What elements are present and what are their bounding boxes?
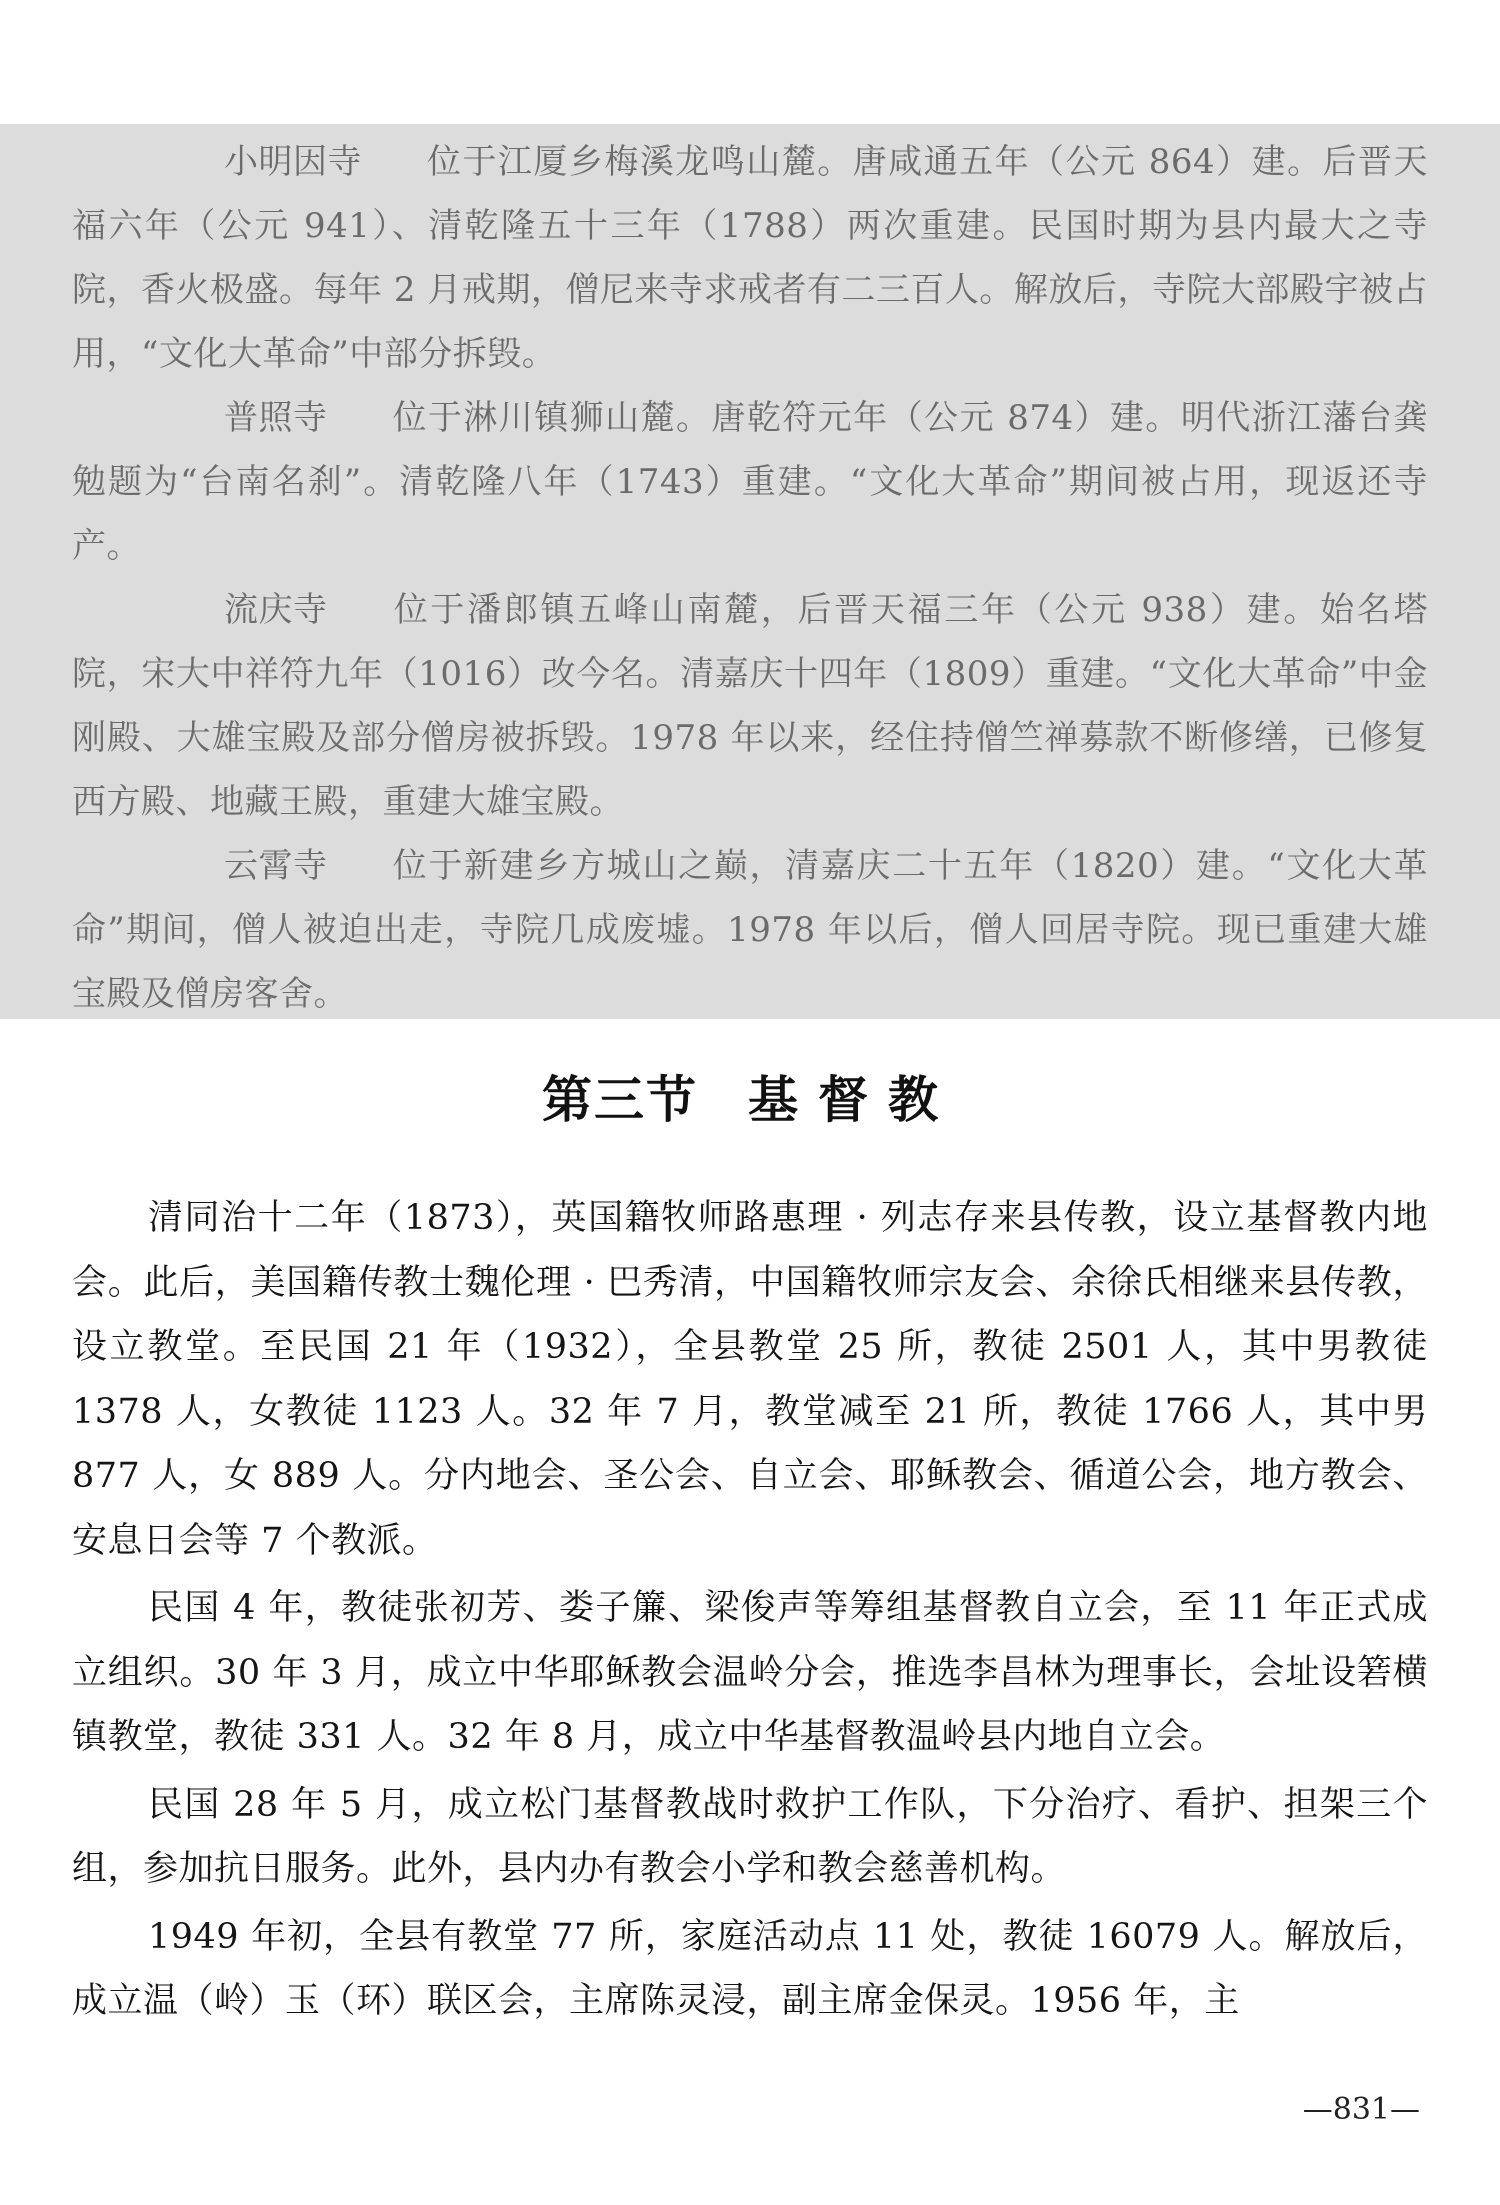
temple-name: 普照寺 [224,398,328,438]
temple-name: 小明因寺 [224,142,362,182]
body-paragraph: 清同治十二年（1873），英国籍牧师路惠理 · 列志存来县传教，设立基督教内地会。此后，美国籍传教士魏伦理 · 巴秀清，中国籍牧师宗友会、余徐氏相继来县传教，设立教堂。至民国 21 年（1932），全县教堂 25 所，教徒 2501 人，其中男教徒 1378 人，女教徒 1123 人。32 年 7 月，教堂减至 21 所，教徒 1766 人，其中男 877 人，女 889 人。分内地会、圣公会、自立会、耶稣教会、循道公会，地方教会、安息日会等 7 个教派。 [72,1198,1428,1561]
temple-entries [72,130,1428,1026]
temple-description: 位于潘郎镇五峰山南麓，后晋天福三年（公元 938）建。始名塔院，宋大中祥符九年（1016）改今名。清嘉庆十四年（1809）重建。“文化大革命”中金刚殿、大雄宝殿及部分僧房被拆毁。1978 年以来，经住持僧竺禅募款不断修缮，已修复西方殿、地藏王殿，重建大雄宝殿。 [72,590,1428,822]
body-paragraph: 1949 年初，全县有教堂 77 所，家庭活动点 11 处，教徒 16079 人。解放后，成立温（岭）玉（环）联区会，主席陈灵浸，副主席金保灵。1956 年，主 [72,1916,1428,2021]
body-paragraph: 民国 28 年 5 月，成立松门基督教战时救护工作队，下分治疗、看护、担架三个组，参加抗日服务。此外，县内办有教会小学和教会慈善机构。 [72,1784,1428,1889]
page-number: —831— [1302,2092,1420,2127]
body-paragraph: 民国 4 年，教徒张初芳、娄子簾、梁俊声等筹组基督教自立会，至 11 年正式成立组织。30 年 3 月，成立中华耶稣教会温岭分会，推选李昌林为理事长，会址设箬横镇教堂，教徒 331 人。32 年 8 月，成立中华基督教温岭县内地自立会。 [72,1588,1428,1757]
temple-name: 流庆寺 [224,590,328,630]
section-heading [0,1060,1500,1132]
temple-entry [72,130,1428,386]
temple-description: 位于新建乡方城山之巅，清嘉庆二十五年（1820）建。“文化大革命”期间，僧人被迫出走，寺院几成废墟。1978 年以后，僧人回居寺院。现已重建大雄宝殿及僧房客舍。 [72,846,1428,1014]
section-body [72,1186,1428,2037]
temple-entry [72,578,1428,834]
shaded-temple-block [0,124,1500,1019]
temple-entry [72,386,1428,578]
section-title: 基督教 [748,1071,958,1129]
temple-description: 位于江厦乡梅溪龙鸣山麓。唐咸通五年（公元 864）建。后晋天福六年（公元 941）、清乾隆五十三年（1788）两次重建。民国时期为县内最大之寺院，香火极盛。每年 2 月戒期，僧尼来寺求戒者有二三百人。解放后，寺院大部殿宇被占用，“文化大革命”中部分拆毁。 [72,142,1428,374]
temple-name: 云霄寺 [224,846,328,886]
temple-entry [72,834,1428,1026]
temple-description: 位于淋川镇狮山麓。唐乾符元年（公元 874）建。明代浙江藩台龚勉题为“台南名刹”。清乾隆八年（1743）重建。“文化大革命”期间被占用，现返还寺产。 [72,398,1428,566]
section-number: 第三节 [542,1071,698,1129]
